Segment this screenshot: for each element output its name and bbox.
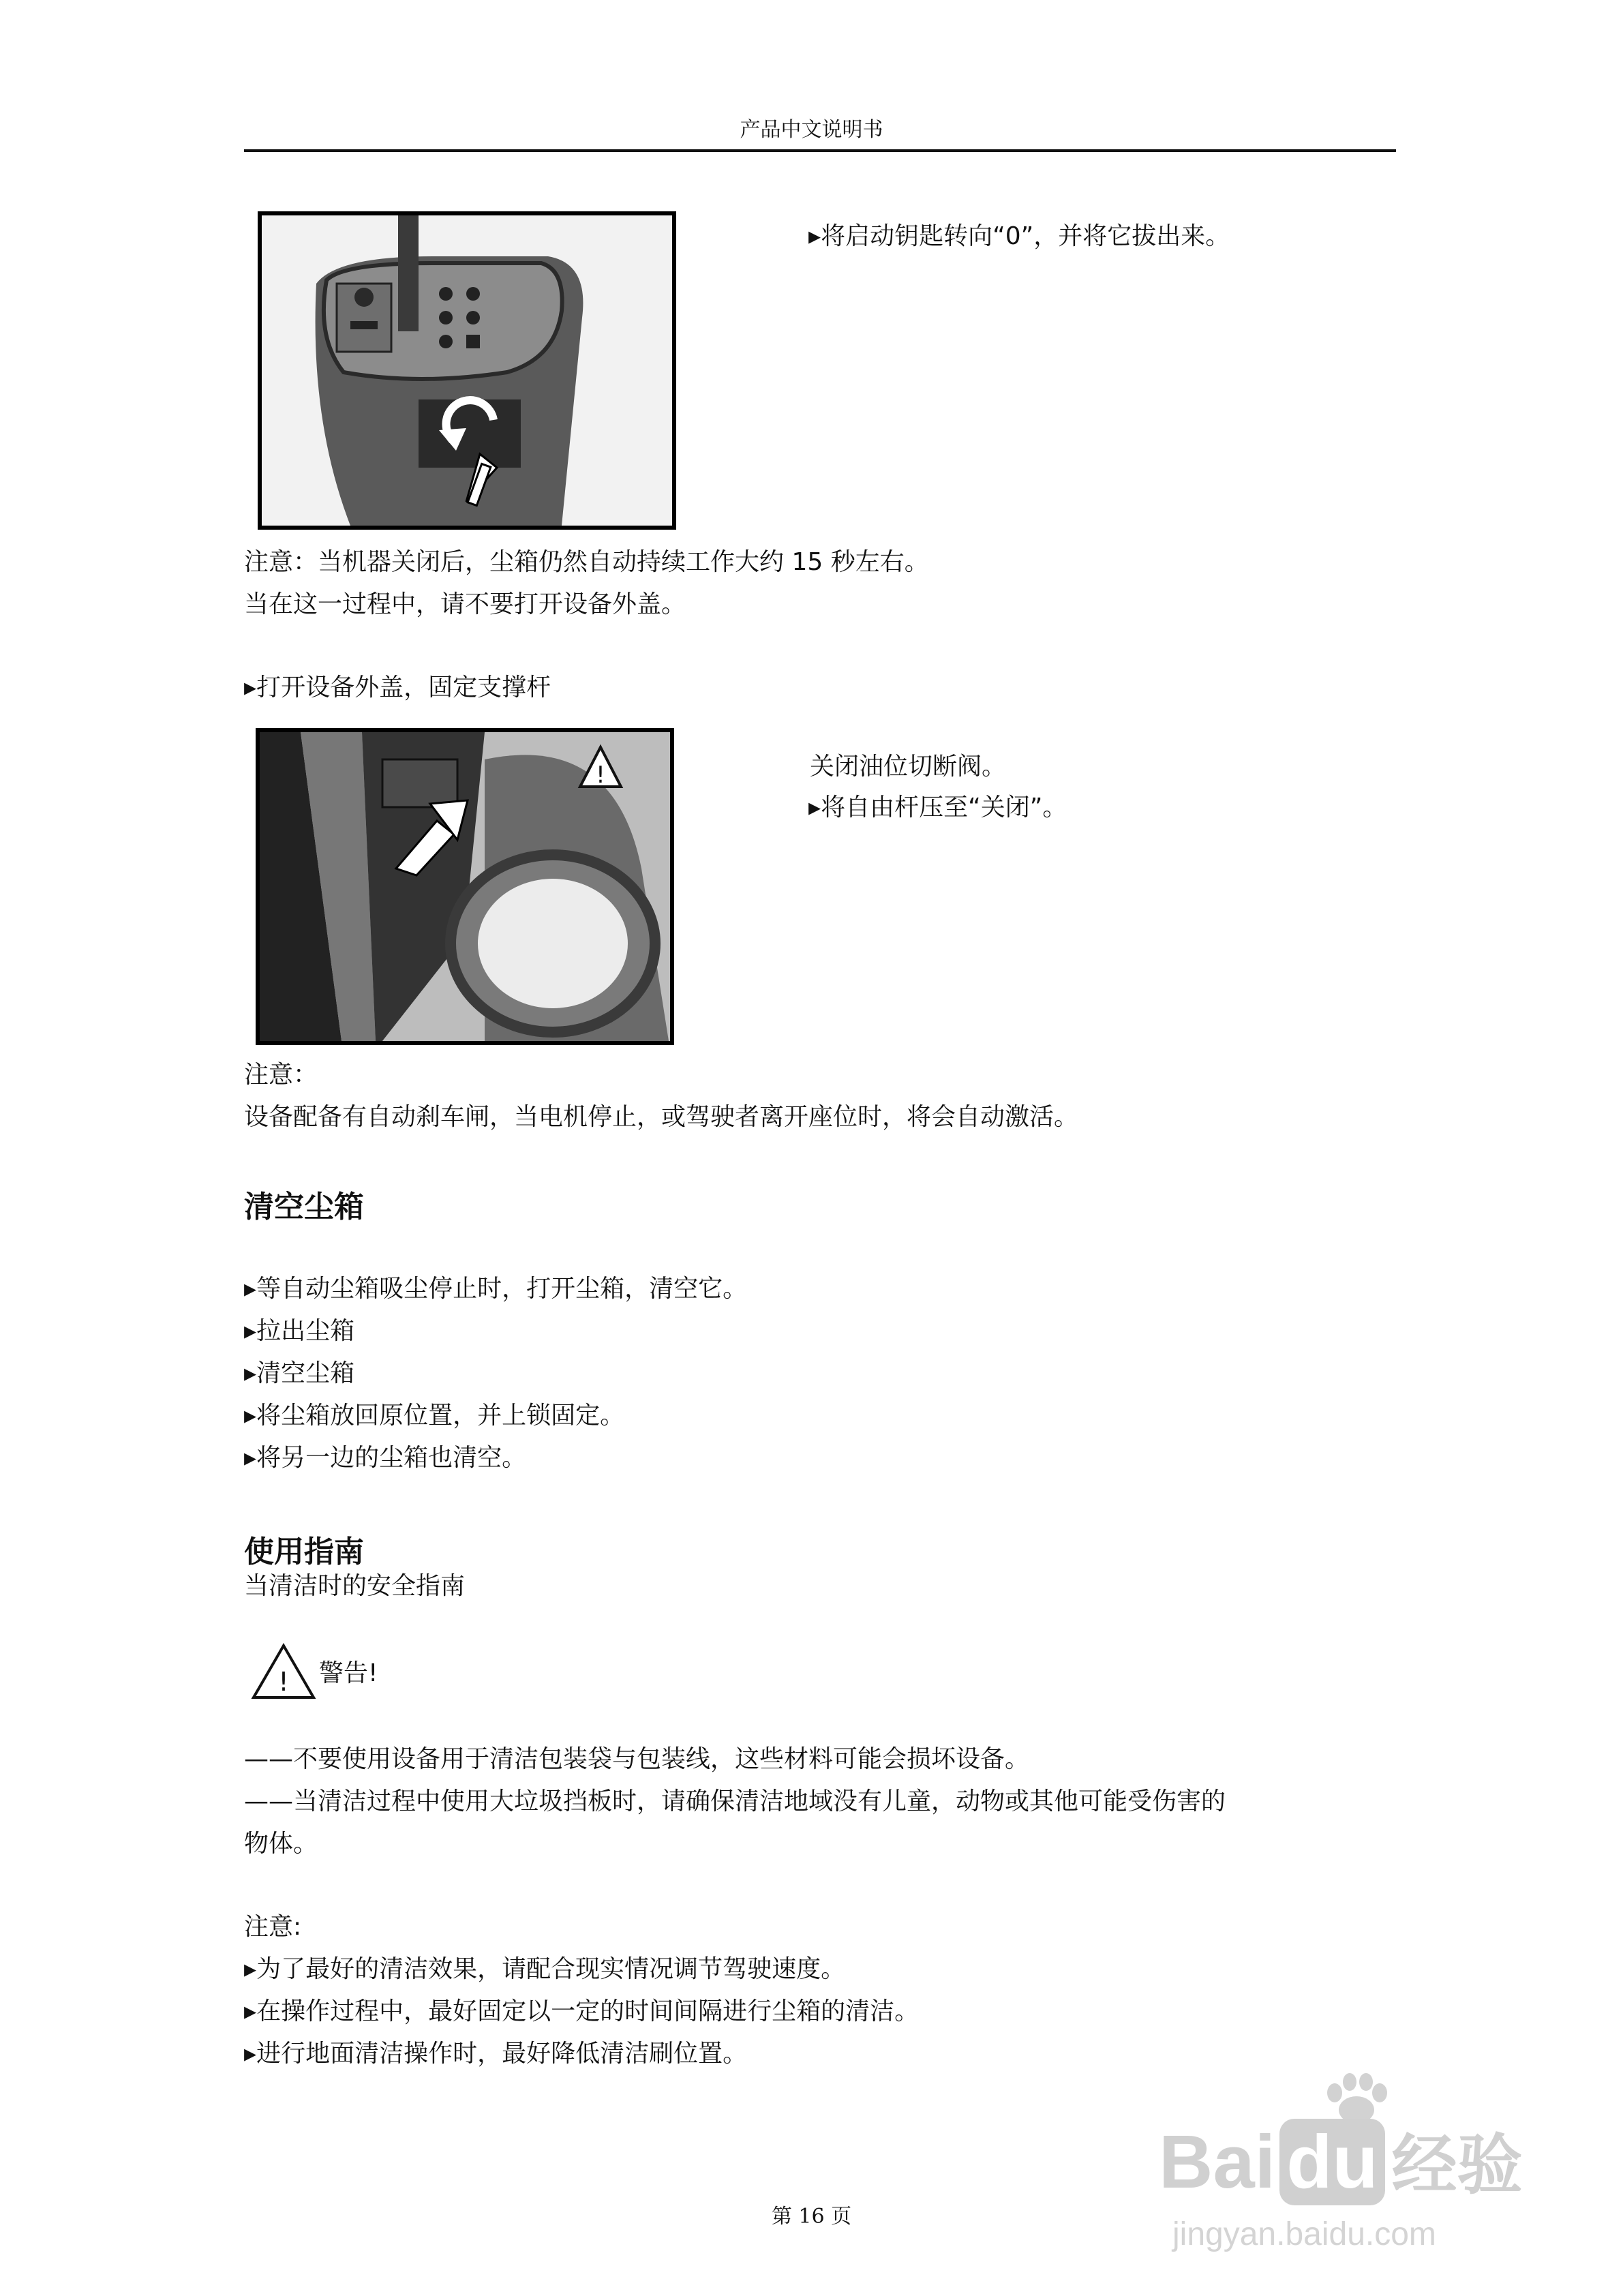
- step-press-lever: ▸将自由杆压至“关闭”。: [808, 794, 1067, 821]
- warning-line-1: ——不要使用设备用于清洁包装袋与包装线，这些材料可能会损坏设备。: [244, 1745, 1030, 1773]
- baidu-jingyan-watermark: [1159, 2072, 1595, 2277]
- fuel-valve-lever-photo: [256, 728, 674, 1045]
- warning-line-2: ——当清洁过程中使用大垃圾挡板时，请确保清洁地域没有儿童，动物或其他可能受伤害的: [244, 1787, 1226, 1815]
- step-open-cover: ▸打开设备外盖，固定支撑杆: [244, 674, 551, 701]
- page-header-title: 产品中文说明书: [740, 118, 883, 142]
- heading-usage-guide: 使用指南: [244, 1535, 364, 1569]
- note-line-1: 注意：当机器关闭后，尘箱仍然自动持续工作大约 15 秒左右。: [244, 548, 929, 576]
- svg-text:!: !: [278, 1667, 289, 1697]
- warning-triangle-icon: [251, 1643, 316, 1700]
- usage-note-label: 注意:: [244, 1913, 302, 1941]
- watermark-brand-bai: Bai: [1159, 2120, 1276, 2204]
- brake-note-text: 设备配备有自动刹车闸，当电机停止，或驾驶者离开座位时，将会自动激活。: [244, 1103, 1079, 1131]
- warning-line-3: 物体。: [244, 1830, 318, 1858]
- svg-text:!: !: [596, 761, 605, 789]
- page-number: 第 16 页: [771, 2205, 852, 2229]
- close-fuel-valve-text: 关闭油位切断阀。: [810, 753, 1007, 781]
- watermark-url: jingyan.baidu.com: [1172, 2216, 1436, 2252]
- heading-empty-dustbox: 清空尘箱: [244, 1190, 364, 1224]
- watermark-cn: 经验: [1391, 2129, 1523, 2202]
- usage-note-3: ▸进行地面清洁操作时，最好降低清洁刷位置。: [244, 2040, 748, 2068]
- ignition-key-panel-photo: [258, 211, 676, 530]
- note-line-2: 当在这一过程中，请不要打开设备外盖。: [244, 590, 686, 618]
- warning-label: 警告!: [319, 1659, 378, 1687]
- dustbox-step-3: ▸清空尘箱: [244, 1359, 355, 1387]
- brake-note-label: 注意：: [244, 1061, 318, 1089]
- dustbox-step-2: ▸拉出尘箱: [244, 1317, 355, 1345]
- step-turn-key: ▸将启动钥匙转向“0”，并将它拔出来。: [808, 222, 1230, 250]
- dustbox-step-4: ▸将尘箱放回原位置，并上锁固定。: [244, 1402, 625, 1430]
- usage-note-1: ▸为了最好的清洁效果，请配合现实情况调节驾驶速度。: [244, 1955, 846, 1983]
- dustbox-step-1: ▸等自动尘箱吸尘停止时，打开尘箱，清空它。: [244, 1275, 748, 1303]
- usage-guide-subtitle: 当清洁时的安全指南: [244, 1572, 466, 1600]
- dustbox-step-5: ▸将另一边的尘箱也清空。: [244, 1444, 527, 1472]
- header-divider: [244, 149, 1396, 152]
- watermark-brand-du: du: [1279, 2119, 1384, 2205]
- usage-note-2: ▸在操作过程中，最好固定以一定的时间间隔进行尘箱的清洁。: [244, 1997, 920, 2025]
